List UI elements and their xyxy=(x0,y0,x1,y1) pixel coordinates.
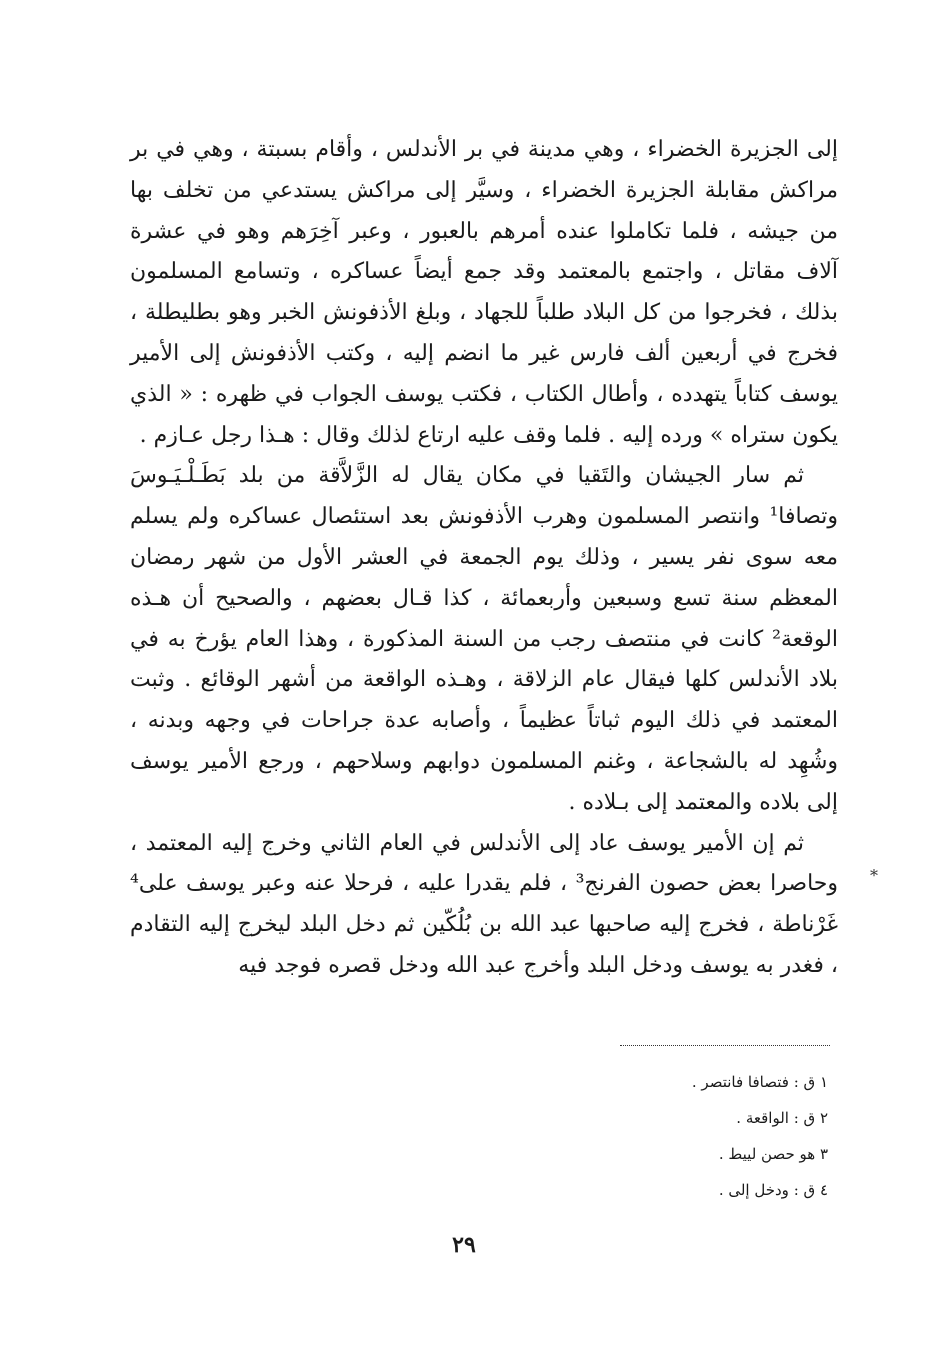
footnote-4: ٤ ق : ودخل إلى . xyxy=(718,1181,828,1199)
paragraph-3: ثم إن الأمير يوسف عاد إلى الأندلس في العام الثاني وخرج إليه المعتمد ، وحاصرا بعض حصون الفرنج³ ، فلم يقدرا عليه ، فرحلا عنه وعبر يوسف على⁴ غَرْناطة ، فخرج إليه صاحبها عبد الله بن بُلُكّين ثم دخل البلد ليخرج إليه التقادم ، فغدر به يوسف ودخل البلد وأخرج عبد الله ودخل قصره فوجد فيه xyxy=(130,830,838,978)
footnote-divider xyxy=(620,1045,830,1046)
margin-mark: * xyxy=(870,866,878,885)
paragraph-2: ثم سار الجيشان والتَقيا في مكان يقال له الزَّلاَّقة من بلد بَطَـلْـيَـوسَ وتصافا¹ وانتصر المسلمون وهرب الأذفونش بعد استئصال عساكره ولم يسلم معه سوى نفر يسير ، وذلك يوم الجمعة في العشر الأول من شهر رمضان المعظم سنة تسع وسبعين وأربعمائة ، كذا قـال بعضهم ، والصحيح أن هـذه الوقعة² كانت في منتصف رجب من السنة المذكورة ، وهذا العام يؤرخ به في بلاد الأندلس كلها فيقال عام الزلاقة ، وهـذه الواقعة من أشهر الوقائع . وثبت المعتمد في ذلك اليوم ثباتاً عظيماً ، وأصابه عدة جراحات في وجهه وبدنه ، وشُهِد له بالشجاعة ، وغنم المسلمون دوابهم وسلاحهم ، ورجع الأمير يوسف إلى بلاده والمعتمد إلى بـلاده . xyxy=(130,463,839,815)
main-text xyxy=(130,130,838,987)
page-number: ٢٩ xyxy=(452,1232,476,1258)
paragraph-1: إلى الجزيرة الخضراء ، وهي مدينة في بر الأندلس ، وأقام بسبتة ، وهي في بر مراكش مقابلة الجزيرة الخضراء ، وسيَّر إلى مراكش يستدعي من تخلف بها من جيشه ، فلما تكاملوا عنده أمرهم بالعبور ، وعبر آخِرَهم وهو في عشرة آلاف مقاتل ، واجتمع بالمعتمد وقد جمع أيضاً عساكره ، وتسامع المسلمون بذلك ، فخرجوا من كل البلاد طلباً للجهاد ، وبلغ الأذفونش الخبر وهو بطليطلة ، فخرج في أربعين ألف فارس غير ما انضم إليه ، وكتب الأذفونش إلى الأمير يوسف كتاباً يتهدده ، وأطال الكتاب ، فكتب يوسف الجواب في ظهره : « الذي يكون ستراه » ورده إليه . فلما وقف عليه ارتاع لذلك وقال : هـذا رجل عـازم . xyxy=(130,137,838,448)
footnotes xyxy=(460,1064,828,1208)
footnote-3: ٣ هو حصن لييط . xyxy=(718,1145,828,1163)
footnote-2: ٢ ق : الواقعة . xyxy=(736,1109,828,1127)
footnote-1: ١ ق : فتصافا فانتصر . xyxy=(691,1073,828,1091)
